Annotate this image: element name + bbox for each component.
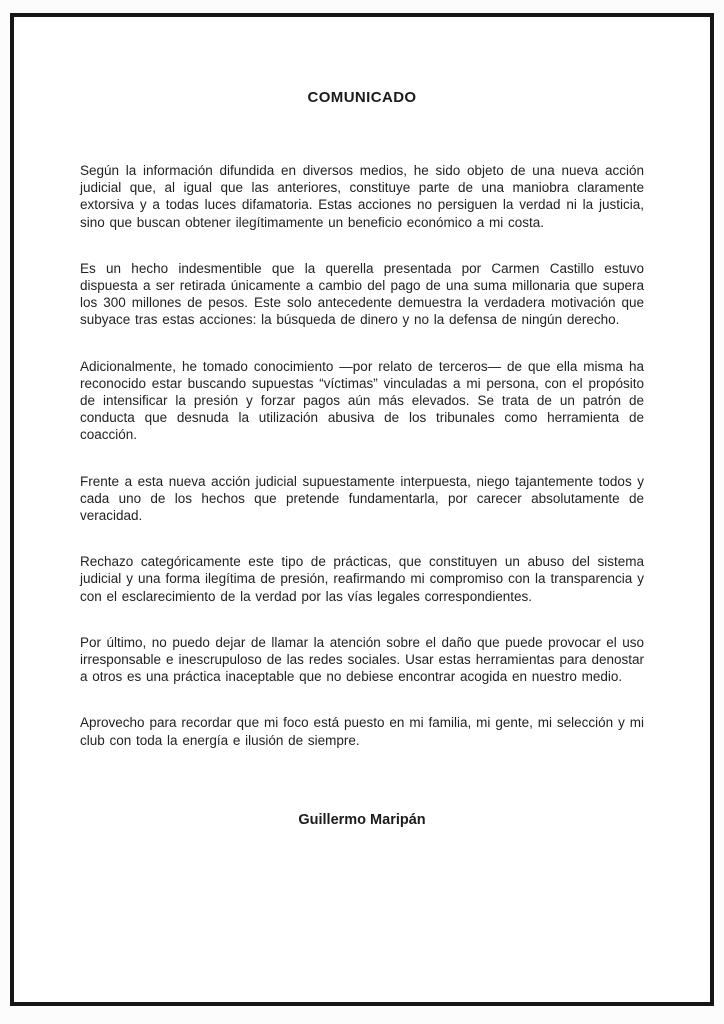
paragraph-3: Adicionalmente, he tomado conocimiento —por relato de terceros— de que ella misma ha reconocido estar buscando supuestas “víctimas” vinculadas a mi persona, con el propósito de intensificar la presión y forzar pagos aún más elevados. Se trata de un patrón de conducta que desnuda la utilización abusiva de los tribunales como herramienta de coacción. — [80, 358, 644, 443]
signature: Guillermo Maripán — [298, 811, 426, 828]
paragraph-1: Según la información difundida en diversos medios, he sido objeto de una nueva acción judicial que, al igual que las anteriores, constituye parte de una maniobra claramente extorsiva y a todas luces difamatoria. Estas acciones no persiguen la verdad ni la justicia, sino que buscan obtener ilegítimamente un beneficio económico a mi costa. — [80, 163, 644, 230]
paragraph-4: Frente a esta nueva acción judicial supuestamente interpuesta, niego tajantemente todos y cada uno de los hechos que pretende fundamentarla, por carecer absolutamente de veracidad. — [80, 473, 644, 524]
document-page — [10, 13, 714, 1006]
document-body — [80, 162, 644, 749]
document-title: COMUNICADO — [307, 89, 417, 106]
paragraph-5: Rechazo categóricamente este tipo de prácticas, que constituyen un abuso del sistema judicial y una forma ilegítima de presión, reafirmando mi compromiso con la transparencia y con el esclarecimiento de la verdad por las vías legales correspondientes. — [80, 554, 644, 604]
paragraph-7: Aprovecho para recordar que mi foco está puesto en mi familia, mi gente, mi selección y mi club con toda la energía e ilusión de siempre. — [80, 715, 644, 748]
paragraph-2: Es un hecho indesmentible que la querella presentada por Carmen Castillo estuvo dispuesta a ser retirada únicamente a cambio del pago de una suma millonaria que supera los 300 millones de pesos. Este solo antecedente demuestra la verdadera motivación que subyace tras estas acciones: la búsqueda de dinero y no la defensa de ningún derecho. — [80, 260, 644, 328]
paragraph-6: Por último, no puedo dejar de llamar la atención sobre el daño que puede provocar el uso irresponsable e inescrupuloso de las redes sociales. Usar estas herramientas para denostar a otros es una práctica inaceptable que no debiese encontrar acogida en nuestro medio. — [80, 634, 644, 685]
